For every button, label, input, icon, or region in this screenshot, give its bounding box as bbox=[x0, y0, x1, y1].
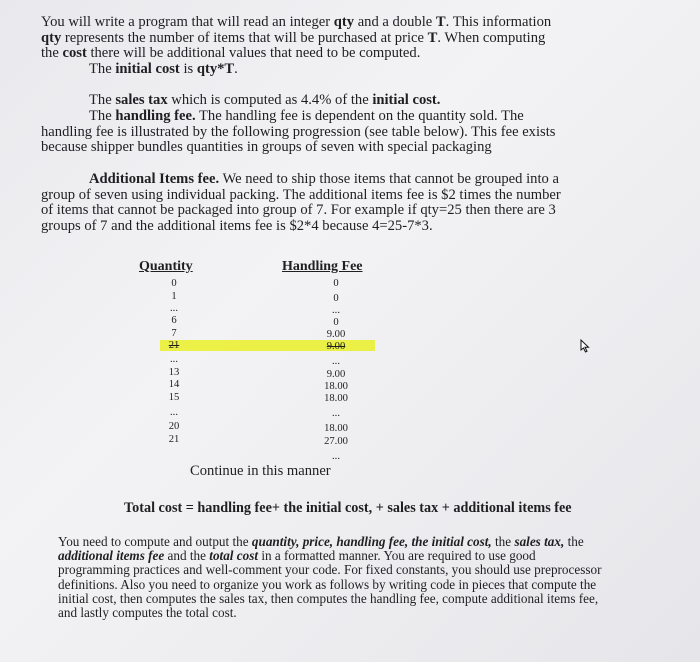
table-cell-fee: 9.00 bbox=[326, 341, 346, 352]
initial-cost-line: The initial cost is qty*T. bbox=[89, 60, 238, 77]
table-cell-quantity: ... bbox=[170, 407, 178, 418]
table-cell-fee: 0 bbox=[333, 293, 339, 304]
table-cell-fee: 0 bbox=[333, 278, 339, 289]
sales-tax-paragraph: The sales tax which is computed as 4.4% of the initial cost. bbox=[89, 92, 441, 108]
intro-line-3: the cost there will be additional values that need to be computed. bbox=[41, 45, 421, 62]
table-cell-fee: 18.00 bbox=[324, 393, 348, 404]
table-cell-fee: 9.00 bbox=[326, 369, 346, 380]
table-cell-fee: ... bbox=[332, 408, 340, 419]
handling-fee-header: Handling Fee bbox=[282, 259, 363, 274]
table-cell-quantity: 0 bbox=[171, 278, 177, 289]
table-cell-quantity: 6 bbox=[171, 315, 177, 326]
table-cell-fee: ... bbox=[332, 305, 340, 316]
table-cell-quantity: 21 bbox=[168, 434, 180, 445]
continue-note: Continue in this manner bbox=[190, 463, 331, 479]
table-cell-quantity: 20 bbox=[168, 421, 180, 432]
additional-items-paragraph: Additional Items fee. We need to ship those items that cannot be grouped into a group of seven using individual packing. The additional items fee is $2 times the number of items that cannot be packaged into group of 7. For example if qty=25 then there are 3 groups of 7 and the additional items fee is $2*4 because 4=25-7*3. bbox=[41, 171, 561, 234]
intro-line-1: You will write a program that will read an integer qty and a double T. This information bbox=[41, 14, 552, 30]
table-cell-quantity: 13 bbox=[168, 367, 180, 378]
table-cell-quantity: 21 bbox=[168, 340, 180, 351]
table-cell-fee: 18.00 bbox=[324, 381, 348, 392]
table-cell-quantity: 14 bbox=[168, 379, 180, 390]
requirements-paragraph: You need to compute and output the quantity, price, handling fee, the initial cost, the sales tax, the additional items fee and the total cost in a formatted manner. You are required to use good programming practices and well-comment your code. For fixed constants, you should use preprocessor definitions. Also you need to organize you work as follows by writing code in pieces that compute the initial cost, then computes the sales tax, then computes the handling fee, compute additional items fee, and lastly computes the total cost. bbox=[58, 534, 602, 621]
intro-paragraph bbox=[41, 15, 551, 77]
table-cell-quantity: ... bbox=[170, 354, 178, 365]
table-cell-quantity: ... bbox=[170, 303, 178, 314]
table-cell-fee: 0 bbox=[333, 317, 339, 328]
table-cell-fee: ... bbox=[332, 451, 340, 462]
table-cell-fee: 18.00 bbox=[324, 423, 348, 434]
table-cell-fee: ... bbox=[332, 356, 340, 367]
table-cell-fee: 9.00 bbox=[326, 329, 346, 340]
quantity-header: Quantity bbox=[139, 259, 193, 274]
handling-fee-paragraph: The handling fee. The handling fee is dependent on the quantity sold. The handling fee is illustrated by the following progression (see table below). This fee exists because shipper bundles quantities in groups of seven with special packaging bbox=[41, 108, 556, 156]
table-cell-quantity: 7 bbox=[171, 328, 177, 339]
total-cost-formula: Total cost = handling fee+ the initial cost, + sales tax + additional items fee bbox=[124, 500, 572, 516]
table-cell-fee: 27.00 bbox=[324, 436, 348, 447]
table-cell-quantity: 15 bbox=[168, 392, 180, 403]
intro-line-2: qty represents the number of items that will be purchased at price T. When computing bbox=[41, 29, 546, 46]
table-cell-quantity: 1 bbox=[171, 291, 177, 302]
pointer-cursor-icon bbox=[577, 338, 593, 359]
